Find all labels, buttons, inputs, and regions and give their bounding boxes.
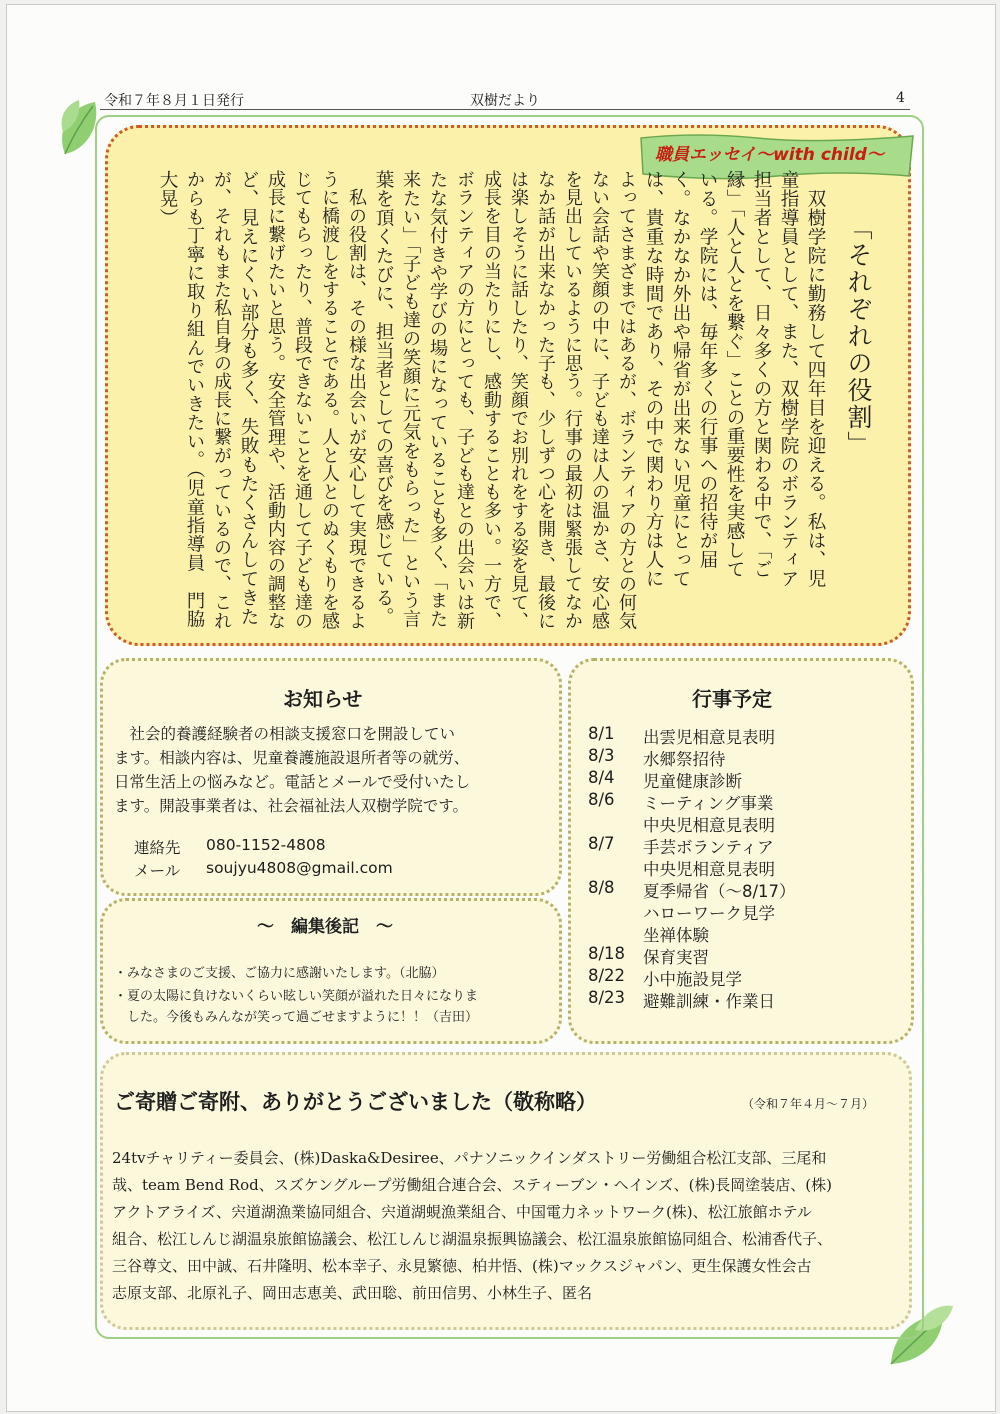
event-text: ミーティング事業 [643,794,774,813]
essay-line: うに橋渡しをすることである。人と人とのぬくもりを感 [319,170,340,630]
essay-line: は楽しそうに話したり、笑顔でお別れをする姿を見て、 [508,170,529,630]
essay-line: 私の役割は、その様な出会いが安心して実現できるよ [346,170,367,630]
event-date: 8/3 [588,746,615,765]
event-text: 小中施設見学 [643,970,742,989]
essay-line: からも丁寧に取り組んでいきたい。（児童指導員 門脇 [184,170,205,629]
notice-title: お知らせ [283,687,363,711]
event-text: 水郷祭招待 [643,750,726,769]
newsletter-title: 双樹だより [470,93,540,109]
event-text: 手芸ボランティア [643,838,774,857]
contact-label: 連絡先 [134,839,181,857]
essay-line: よってさまざまではあるが、ボランティアの方との何気 [616,170,637,630]
event-text: 出雲児相意見表明 [643,728,775,747]
essay-line: たな気付きや学びの場になっていることも多く、「また [427,170,448,629]
donor-line: 組合、松江しんじ湖温泉旅館協議会、松江しんじ湖温泉振興協議会、松江温泉旅館協同組合、松浦香代子、 [112,1230,833,1248]
donations-period: （令和７年４月～７月） [742,1097,875,1111]
event-date: 8/22 [588,966,626,985]
event-date: 8/1 [588,724,615,743]
contact-phone[interactable]: 080-1152-4808 [206,836,326,854]
essay-line: 双樹学院に勤務して四年目を迎える。私は、児 [805,170,826,588]
donor-line: 三谷尊文、田中誠、石井隆明、松本幸子、永見繁徳、柏井悟、(株)マックスジャパン、更生保護女性会古 [112,1257,812,1275]
essay-line: じてもらったり、普段できないことを通して子ども達の [292,170,313,630]
essay-line: 来たい」「子ども達の笑顔に元気をもらった」という言 [400,170,421,629]
events-title: 行事予定 [692,687,772,711]
essay-body [120,170,826,630]
essay-line: を見出しているように思う。行事の最初は緊張してなか [562,170,583,630]
essay-line: ど、見えにくい部分も多く、失敗もたくさんしてきた [238,170,259,626]
essay-line: ボランティアの方にとっても、子ども達との出会いは新 [454,170,475,630]
page-number: 4 [896,90,905,106]
essay-line: は、貴重な時間であり、その中で関わり方は人に [643,170,664,588]
event-text: 中央児相意見表明 [643,860,775,879]
donations-title: ご寄贈ご寄附、ありがとうございました（敬称略） [114,1090,597,1114]
notice-line: 日常生活上の悩みなど。電話とメールで受付いたし [114,773,471,791]
contact-email-link[interactable]: soujyu4808@gmail.com [206,859,393,877]
editor-note-line: した。今後もみんなが笑って過ごせますように！！（吉田） [114,1010,479,1025]
event-date: 8/6 [588,790,615,809]
essay-line: 童指導員として、また、双樹学院のボランティア [778,170,799,588]
donor-line: 24tvチャリティー委員会、(株)Daska&Desiree、パナソニックインダストリー労働組合松江支部、三尾和 [112,1149,827,1167]
essay-line: 大晃） [157,170,178,227]
essay-line: が、それもまた私自身の成長に繋がっているので、これ [211,170,232,630]
notice-line: 社会的養護経験者の相談支援窓口を開設してい [114,725,456,743]
event-text: 避難訓練・作業日 [643,992,775,1011]
event-date: 8/8 [588,878,615,897]
event-date: 8/23 [588,988,626,1007]
essay-line: なか話が出来なかった子も、少しずつ心を開き、最後に [535,170,556,630]
essay-line: 成長を目の当たりにし、感動することも多い。一方で、 [481,170,502,630]
event-text: 坐禅体験 [643,926,709,945]
donor-line: 哉、team Bend Rod、スズケングループ労働組合連合会、スティーブン・ヘインズ、(株)長岡塗装店、(株) [112,1176,833,1194]
mail-label: メール [134,862,181,880]
editor-note-line: ・夏の太陽に負けないくらい眩しい笑顔が溢れた日々になりま [114,989,479,1004]
essay-line: いる。学院には、毎年多くの行事への招待が届 [697,170,718,569]
essay-line: 葉を頂くたびに、担当者としての喜びを感じている。 [373,170,394,626]
editor-note-line: ・みなさまのご支援、ご協力に感謝いたします。（北脇） [114,966,445,981]
essay-title: 「それぞれの役割」 [844,215,873,458]
event-text: 夏季帰省（～8/17） [643,882,796,901]
notice-line: ます。開設事業者は、社会福祉法人双樹学院です。 [114,797,469,815]
notice-line: ます。相談内容は、児童養護施設退所者等の就労、 [114,749,470,767]
header-rule [100,109,910,110]
essay-line: 担当者として、日々多くの方と関わる中で、「ご [751,170,772,579]
event-text: ハローワーク見学 [643,904,775,923]
event-date: 8/18 [588,944,626,963]
event-text: 中央児相意見表明 [643,816,775,835]
essay-line: 成長に繋げたいと思う。安全管理や、活動内容の調整な [265,170,286,630]
issue-date: 令和７年８月１日発行 [104,93,244,109]
essay-line: ない会話や笑顔の中に、子ども達は人の温かさ、安心感 [589,170,610,630]
event-text: 保育実習 [643,948,709,967]
donor-line: 志原支部、北原礼子、岡田志恵美、武田聡、前田信男、小林生子、匿名 [112,1284,593,1302]
event-date: 8/7 [588,834,615,853]
essay-line: 縁」「人と人とを繋ぐ」ことの重要性を実感して [724,170,745,579]
event-date: 8/4 [588,768,615,787]
event-text: 児童健康診断 [643,772,742,791]
donor-line: アクトアライズ、宍道湖漁業協同組合、宍道湖蜆漁業組合、中国電力ネットワーク(株)、松江旅館ホテル [112,1203,812,1221]
essay-badge-text: 職員エッセイ～with child～ [655,145,884,165]
editor-note-title: ～ 編集後記 ～ [257,917,393,937]
essay-line: く。なかなか外出や帰省が出来ない児童にとって [670,170,691,588]
